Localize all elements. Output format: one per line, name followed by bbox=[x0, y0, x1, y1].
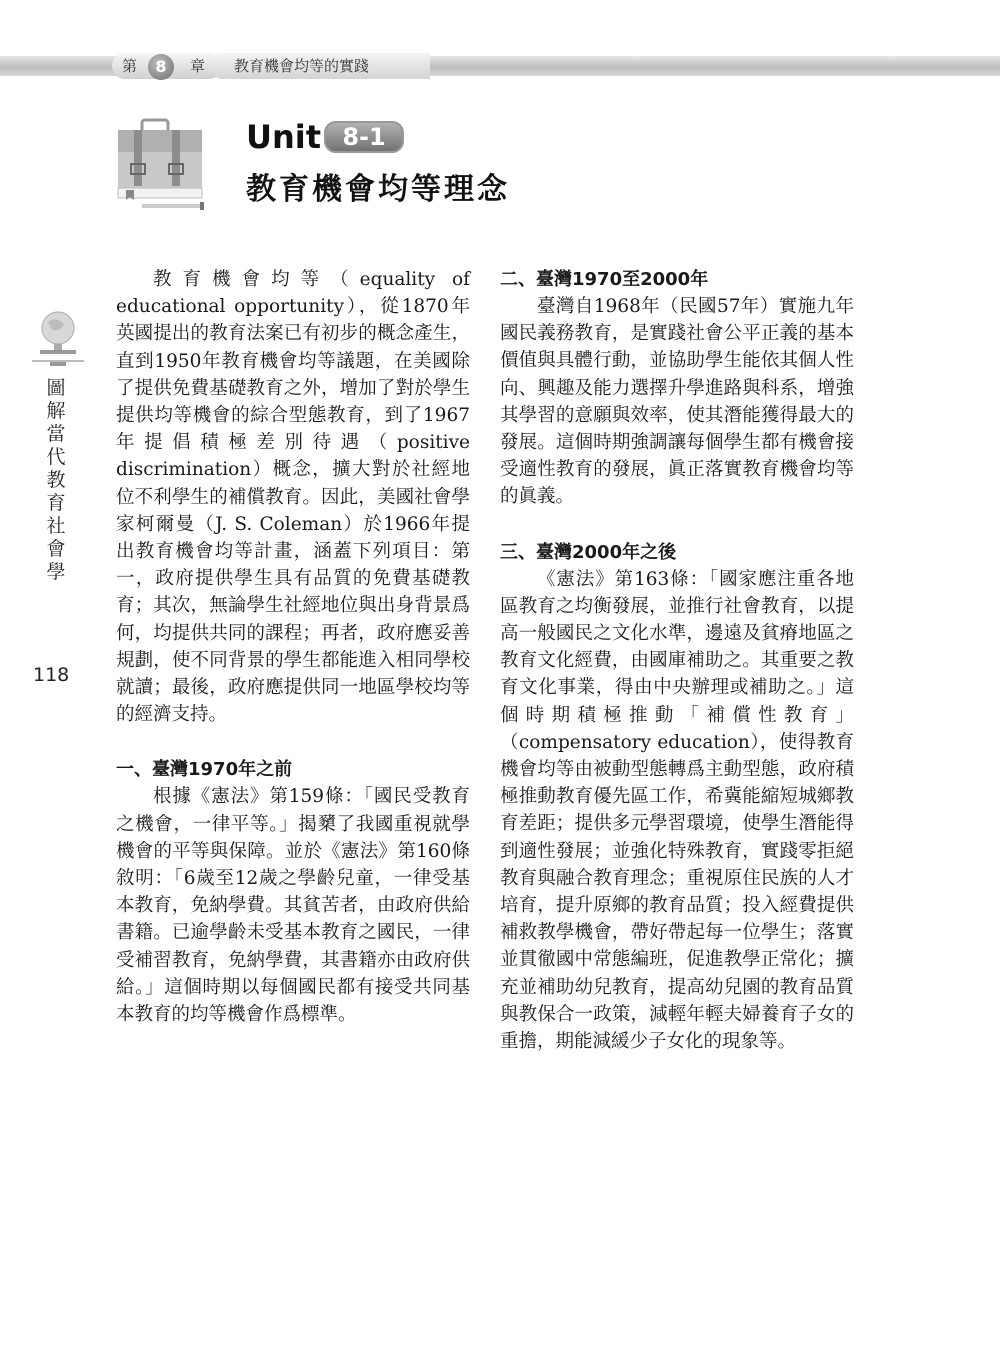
globe-icon bbox=[30, 306, 86, 372]
chapter-number-badge: 8 bbox=[148, 54, 174, 80]
unit-label: Unit bbox=[246, 118, 322, 156]
book-title-char: 社 bbox=[46, 515, 66, 537]
left-column bbox=[116, 266, 470, 1028]
book-title-char: 教 bbox=[46, 469, 66, 491]
book-title-char: 當 bbox=[46, 423, 66, 445]
section-body: 《憲法》第163條：「國家應注重各地區教育之均衡發展，並推行社會教育，以提高一般國民之文化水準，邊遠及貧瘠地區之教育文化經費，由國庫補助之。其重要之教育文化事業，得由中央辦理或補助之。」這個時期積極推動「補償性教育」（compensatory education），使得教育機會均等由被動型態轉爲主動型態，政府積極推動教育優先區工作，希冀能縮短城鄉教育差距；提供多元學習環境，使學生潛能得到適性發展；並強化特殊教育，實踐零拒絕教育與融合教育理念；重視原住民族的人才培育，提升原鄉的教育品質；投入經費提供補救教學機會，帶好帶起每一位學生；落實並貫徹國中常態編班，促進教學正常化；擴充並補助幼兒教育，提高幼兒園的教育品質與教保合一政策，減輕年輕夫婦養育子女的重擔，期能減緩少子女化的現象等。 bbox=[500, 568, 854, 1053]
book-title-char: 解 bbox=[46, 400, 66, 422]
page-number: 118 bbox=[33, 664, 70, 686]
chapter-title: 教育機會均等的實踐 bbox=[234, 57, 370, 75]
section-heading: 三、臺灣2000年之後 bbox=[500, 541, 677, 563]
unit-title: 教育機會均等理念 bbox=[246, 172, 510, 207]
chapter-suffix: 章 bbox=[190, 57, 206, 75]
book-title-char: 育 bbox=[46, 492, 66, 514]
book-title-char: 學 bbox=[46, 561, 66, 583]
unit-number-badge: 8-1 bbox=[324, 121, 404, 153]
section-heading: 二、臺灣1970至2000年 bbox=[500, 269, 709, 290]
section-heading: 一、臺灣1970年之前 bbox=[116, 759, 293, 781]
section-body: 臺灣自1968年（民國57年）實施九年國民義務教育，是實踐社會公平正義的基本價值與具體行動，並協助學生能依其個人性向、興趣及能力選擇升學進路與科系，增強其學習的意願與效率，使其潛能獲得最大的發展。這個時期強調讓每個學生都有機會接受適性教育的發展，眞正落實教育機會均等的眞義。 bbox=[500, 296, 854, 508]
intro-paragraph: 教育機會均等（equality of educational opportunity），從1870年英國提出的教育法案已有初步的概念產生，直到1950年教育機會均等議題，在美國除了提供免費基礎教育之外，增加了對於學生提供均等機會的綜合型態教育，到了1967年提倡積極差別待遇（positive discrimination）概念，擴大對於社經地位不利學生的補償教育。因此，美國社會學家柯爾曼（J. S. Coleman）於1966年提出教育機會均等計畫，涵蓋下列項目：第一，政府提供學生具有品質的免費基礎教育；其次，無論學生社經地位與出身背景爲何，均提供共同的課程；再者，政府應妥善規劃，使不同背景的學生都能進入相同學校就讀；最後，政府應提供同一地區學校均等的經濟支持。 bbox=[116, 269, 470, 726]
briefcase-icon bbox=[112, 116, 212, 212]
book-title-char: 圖 bbox=[46, 377, 66, 399]
book-title-vertical bbox=[44, 377, 68, 584]
book-title-char: 代 bbox=[46, 446, 66, 468]
section-body: 根據《憲法》第159條：「國民受教育之機會，一律平等。」揭櫫了我國重視就學機會的平等與保障。並於《憲法》第160條敘明：「6歲至12歲之學齡兒童，一律受基本教育，免納學費。其貧苦者，由政府供給書籍。已逾學齡未受基本教育之國民，一律受補習教育，免納學費，其書籍亦由政府供給。」這個時期以每個國民都有接受共同基本教育的均等機會作爲標準。 bbox=[116, 786, 470, 1026]
chapter-prefix: 第 bbox=[122, 57, 138, 75]
right-column bbox=[500, 266, 854, 1055]
book-title-char: 會 bbox=[46, 538, 66, 560]
